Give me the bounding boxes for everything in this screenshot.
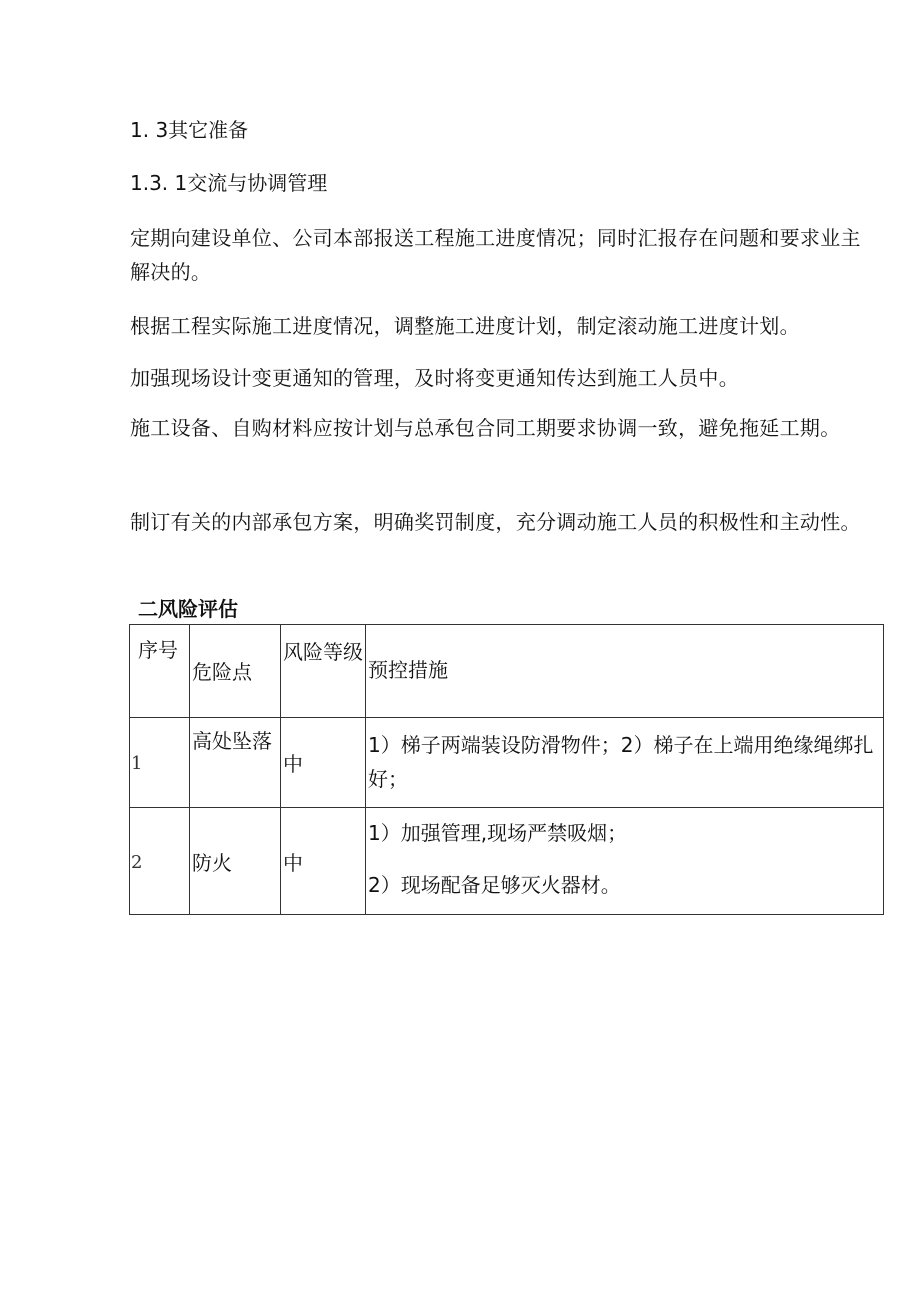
row-seq: 2: [131, 852, 143, 873]
risk-assessment-table: [129, 624, 884, 915]
table-row: [130, 718, 884, 808]
row-level-cell: [281, 718, 366, 808]
header-measures-label: 预控措施: [368, 658, 448, 682]
risk-section-title: 二风险评估: [138, 597, 238, 621]
row-measures-cell: [366, 808, 884, 915]
header-cell-seq: [130, 625, 190, 718]
row-level-cell: [281, 808, 366, 915]
row-measure-text: 2）现场配备足够灭火器材。: [368, 873, 621, 897]
row-seq-cell: [130, 808, 190, 915]
paragraph-equipment-materials: 施工设备、自购材料应按计划与总承包合同工期要求协调一致，避免拖延工期。: [130, 416, 841, 440]
row-point-cell: [190, 718, 281, 808]
table-row: [130, 808, 884, 915]
row-seq: 1: [131, 753, 143, 774]
paragraph-design-change: 加强现场设计变更通知的管理，及时将变更通知传达到施工人员中。: [130, 366, 739, 390]
section-heading-1-3-1: 1.3. 1交流与协调管理: [130, 171, 328, 195]
paragraph-report-progress: 定期向建设单位、公司本部报送工程施工进度情况；同时汇报存在问题和要求业主解决的。: [130, 226, 861, 284]
row-risk-level: 中: [283, 851, 303, 875]
header-seq-label: 序号: [138, 638, 178, 662]
header-cell-point: [190, 625, 281, 718]
section-heading-1-3: 1. 3其它准备: [130, 118, 249, 142]
header-cell-level: [281, 625, 366, 718]
row-measure-text: 1）加强管理,现场严禁吸烟；: [368, 821, 628, 845]
row-measure-text: 1）梯子两端装设防滑物件；2）梯子在上端用绝缘绳绑扎好；: [368, 733, 874, 791]
paragraph-internal-contract: 制订有关的内部承包方案，明确奖罚制度，充分调动施工人员的积极性和主动性。: [130, 510, 861, 534]
table-header-row: [130, 625, 884, 718]
row-point-cell: [190, 808, 281, 915]
header-cell-measures: [366, 625, 884, 718]
row-hazard-point: 高处坠落: [192, 729, 272, 753]
row-measures-cell: [366, 718, 884, 808]
row-seq-cell: [130, 718, 190, 808]
header-level-label: 风险等级: [283, 640, 363, 664]
header-point-label: 危险点: [192, 660, 252, 684]
row-hazard-point: 防火: [192, 851, 232, 875]
row-risk-level: 中: [283, 752, 303, 776]
paragraph-adjust-schedule: 根据工程实际施工进度情况，调整施工进度计划，制定滚动施工进度计划。: [130, 314, 800, 338]
